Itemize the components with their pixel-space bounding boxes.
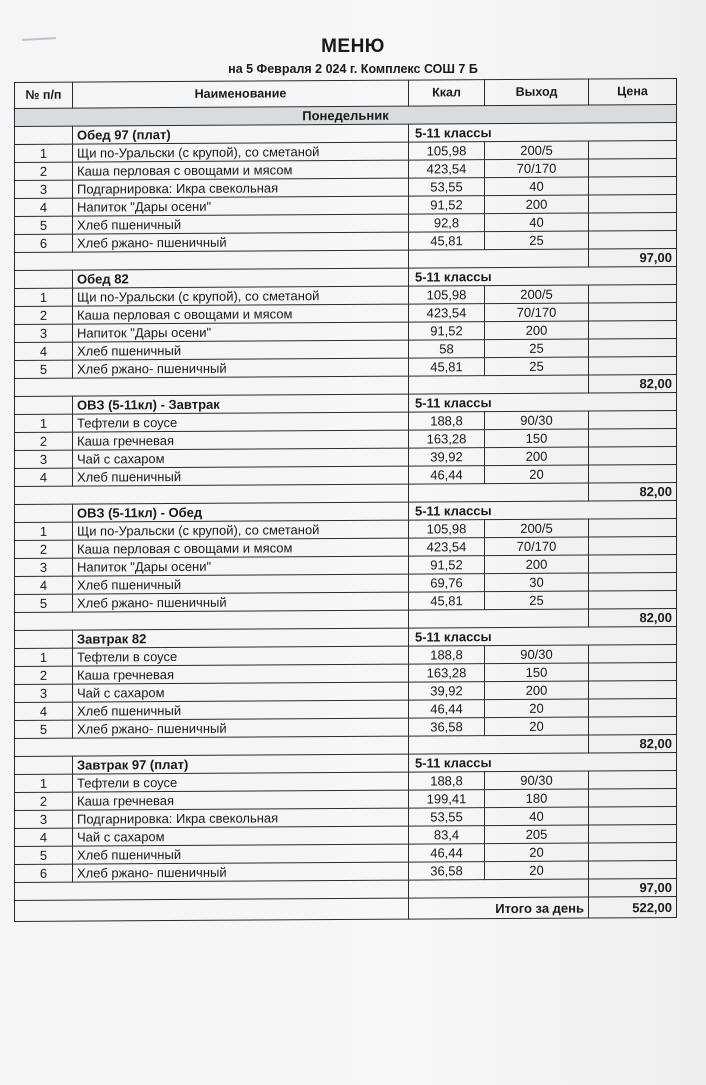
item-name: Хлеб ржано- пшеничный [73, 232, 409, 252]
section-num-cell [15, 756, 73, 774]
item-name: Чай с сахаром [73, 826, 409, 846]
item-price [589, 302, 677, 321]
item-price [589, 140, 677, 159]
item-price [589, 158, 677, 177]
subtotal-blank-2 [409, 879, 589, 898]
item-num: 1 [15, 144, 73, 162]
item-kcal: 105,98 [409, 286, 485, 304]
item-kcal: 46,44 [409, 844, 485, 862]
item-output: 25 [485, 231, 589, 250]
subtotal-price: 82,00 [589, 734, 677, 753]
item-price [589, 356, 677, 375]
item-kcal: 199,41 [409, 790, 485, 808]
item-price [589, 212, 677, 231]
section-price-cell [589, 266, 677, 285]
section-price-cell [589, 752, 677, 771]
item-output: 200/5 [485, 141, 589, 160]
item-kcal: 163,28 [409, 664, 485, 682]
item-name: Подгарнировка: Икра свекольная [73, 178, 409, 198]
item-name: Каша гречневая [73, 664, 409, 684]
section-price-cell [589, 122, 677, 141]
item-name: Хлеб пшеничный [73, 700, 409, 720]
item-num: 4 [15, 342, 73, 360]
item-name: Напиток "Дары осени" [73, 556, 409, 576]
item-num: 1 [15, 774, 73, 792]
item-output: 90/30 [485, 645, 589, 664]
header-num: № п/п [15, 82, 73, 108]
item-num: 5 [15, 594, 73, 612]
item-kcal: 45,81 [409, 592, 485, 610]
section-num-cell [15, 126, 73, 144]
item-kcal: 423,54 [409, 160, 485, 178]
item-name: Каша перловая с овощами и мясом [73, 304, 409, 324]
item-output: 180 [485, 789, 589, 808]
item-price [589, 464, 677, 483]
section-title: ОВЗ (5-11кл) - Завтрак [73, 394, 409, 414]
item-kcal: 69,76 [409, 574, 485, 592]
item-kcal: 423,54 [409, 304, 485, 322]
item-output: 20 [485, 717, 589, 736]
item-output: 150 [485, 663, 589, 682]
item-output: 40 [485, 177, 589, 196]
item-price [589, 428, 677, 447]
item-output: 205 [485, 825, 589, 844]
item-num: 1 [15, 522, 73, 540]
subtotal-blank [15, 250, 409, 270]
item-num: 5 [15, 846, 73, 864]
section-grade: 5-11 классы [409, 267, 589, 286]
item-kcal: 423,54 [409, 538, 485, 556]
item-name: Хлеб пшеничный [73, 340, 409, 360]
item-output: 90/30 [485, 771, 589, 790]
item-kcal: 91,52 [409, 196, 485, 214]
page-title: МЕНЮ [321, 36, 385, 57]
subtotal-price: 97,00 [589, 248, 677, 267]
item-kcal: 105,98 [409, 142, 485, 160]
section-grade: 5-11 классы [409, 123, 589, 142]
item-num: 5 [15, 720, 73, 738]
subtotal-blank-2 [409, 735, 589, 754]
section-title: Завтрак 97 (плат) [73, 754, 409, 774]
total-blank [15, 898, 409, 921]
subtotal-price: 82,00 [589, 608, 677, 627]
menu-table [14, 78, 677, 922]
total-value: 522,00 [589, 896, 677, 918]
section-grade: 5-11 классы [409, 501, 589, 520]
item-output: 25 [485, 357, 589, 376]
item-kcal: 188,8 [409, 646, 485, 664]
item-output: 20 [485, 465, 589, 484]
item-output: 70/170 [485, 537, 589, 556]
item-price [589, 194, 677, 213]
subtotal-blank [15, 484, 409, 504]
item-name: Чай с сахаром [73, 448, 409, 468]
item-kcal: 46,44 [409, 700, 485, 718]
item-output: 20 [485, 699, 589, 718]
item-num: 3 [15, 450, 73, 468]
header-price: Цена [589, 78, 677, 105]
section-price-cell [589, 500, 677, 519]
item-price [589, 680, 677, 699]
item-output: 200 [485, 321, 589, 340]
item-name: Щи по-Уральски (с крупой), со сметаной [73, 142, 409, 162]
item-kcal: 163,28 [409, 430, 485, 448]
item-price [589, 806, 677, 825]
day-label: Понедельник [15, 104, 677, 126]
item-num: 5 [15, 360, 73, 378]
item-price [589, 644, 677, 663]
section-price-cell [589, 392, 677, 411]
item-output: 200 [485, 681, 589, 700]
item-output: 70/170 [485, 303, 589, 322]
item-kcal: 36,58 [409, 862, 485, 880]
item-num: 6 [15, 234, 73, 252]
item-name: Хлеб ржано- пшеничный [73, 358, 409, 378]
page-subtitle: на 5 Февраля 2 024 г. Комплекс СОШ 7 Б [228, 62, 478, 76]
subtotal-price: 97,00 [589, 878, 677, 897]
section-grade: 5-11 классы [409, 753, 589, 772]
section-num-cell [15, 396, 73, 414]
item-output: 20 [485, 843, 589, 862]
section-num-cell [15, 270, 73, 288]
item-kcal: 92,8 [409, 214, 485, 232]
item-num: 1 [15, 414, 73, 432]
section-grade: 5-11 классы [409, 627, 589, 646]
item-output: 90/30 [485, 411, 589, 430]
item-name: Каша перловая с овощами и мясом [73, 538, 409, 558]
item-name: Хлеб пшеничный [73, 574, 409, 594]
subtotal-blank [15, 736, 409, 756]
item-name: Хлеб ржано- пшеничный [73, 718, 409, 738]
section-grade: 5-11 классы [409, 393, 589, 412]
item-num: 4 [15, 198, 73, 216]
item-price [589, 536, 677, 555]
item-output: 200/5 [485, 285, 589, 304]
item-num: 1 [15, 648, 73, 666]
item-price [589, 410, 677, 429]
item-num: 6 [15, 864, 73, 882]
item-price [589, 572, 677, 591]
item-num: 2 [15, 432, 73, 450]
item-num: 2 [15, 306, 73, 324]
item-num: 3 [15, 684, 73, 702]
item-kcal: 53,55 [409, 808, 485, 826]
menu-body [15, 104, 677, 921]
item-name: Чай с сахаром [73, 682, 409, 702]
item-output: 30 [485, 573, 589, 592]
item-name: Тефтели в соусе [73, 646, 409, 666]
item-num: 3 [15, 324, 73, 342]
item-output: 200/5 [485, 519, 589, 538]
subtotal-blank [15, 610, 409, 630]
item-kcal: 91,52 [409, 556, 485, 574]
section-title: ОВЗ (5-11кл) - Обед [73, 502, 409, 522]
item-kcal: 46,44 [409, 466, 485, 484]
item-kcal: 83,4 [409, 826, 485, 844]
item-kcal: 39,92 [409, 448, 485, 466]
item-output: 200 [485, 447, 589, 466]
subtotal-blank-2 [409, 375, 589, 394]
item-price [589, 518, 677, 537]
header-kcal: Ккал [409, 80, 485, 106]
item-price [589, 662, 677, 681]
item-name: Хлеб пшеничный [73, 466, 409, 486]
item-price [589, 770, 677, 789]
item-num: 2 [15, 162, 73, 180]
item-name: Каша гречневая [73, 790, 409, 810]
item-name: Хлеб ржано- пшеничный [73, 592, 409, 612]
item-name: Каша перловая с овощами и мясом [73, 160, 409, 180]
item-num: 1 [15, 288, 73, 306]
section-num-cell [15, 630, 73, 648]
item-price [589, 824, 677, 843]
item-name: Каша гречневая [73, 430, 409, 450]
item-num: 2 [15, 540, 73, 558]
section-title: Завтрак 82 [73, 628, 409, 648]
item-name: Подгарнировка: Икра свекольная [73, 808, 409, 828]
item-output: 40 [485, 213, 589, 232]
item-num: 4 [15, 576, 73, 594]
section-price-cell [589, 626, 677, 645]
item-output: 20 [485, 861, 589, 880]
item-output: 40 [485, 807, 589, 826]
item-price [589, 554, 677, 573]
item-kcal: 91,52 [409, 322, 485, 340]
table-header-row [15, 78, 677, 108]
item-kcal: 45,81 [409, 232, 485, 250]
item-price [589, 176, 677, 195]
item-num: 2 [15, 666, 73, 684]
subtotal-price: 82,00 [589, 374, 677, 393]
item-price [589, 698, 677, 717]
item-num: 4 [15, 828, 73, 846]
item-price [589, 446, 677, 465]
item-price [589, 338, 677, 357]
item-name: Тефтели в соусе [73, 412, 409, 432]
item-price [589, 590, 677, 609]
item-kcal: 36,58 [409, 718, 485, 736]
header-name: Наименование [73, 80, 409, 108]
item-num: 4 [15, 702, 73, 720]
section-title: Обед 97 (плат) [73, 124, 409, 144]
item-output: 200 [485, 195, 589, 214]
item-output: 25 [485, 591, 589, 610]
total-row [15, 896, 677, 921]
item-price [589, 284, 677, 303]
item-kcal: 188,8 [409, 412, 485, 430]
header-output: Выход [485, 79, 589, 106]
total-label: Итого за день [409, 897, 589, 919]
section-num-cell [15, 504, 73, 522]
item-price [589, 860, 677, 879]
item-num: 3 [15, 558, 73, 576]
item-kcal: 58 [409, 340, 485, 358]
item-name: Напиток "Дары осени" [73, 196, 409, 216]
item-output: 25 [485, 339, 589, 358]
subtotal-blank-2 [409, 483, 589, 502]
item-num: 3 [15, 180, 73, 198]
item-name: Хлеб пшеничный [73, 214, 409, 234]
subtotal-blank [15, 376, 409, 396]
item-num: 5 [15, 216, 73, 234]
subtotal-price: 82,00 [589, 482, 677, 501]
item-name: Напиток "Дары осени" [73, 322, 409, 342]
item-price [589, 230, 677, 249]
item-name: Щи по-Уральски (с крупой), со сметаной [73, 286, 409, 306]
subtotal-blank [15, 880, 409, 900]
item-name: Хлеб ржано- пшеничный [73, 862, 409, 882]
section-title: Обед 82 [73, 268, 409, 288]
item-num: 3 [15, 810, 73, 828]
subtotal-blank-2 [409, 609, 589, 628]
subtotal-blank-2 [409, 249, 589, 268]
item-kcal: 188,8 [409, 772, 485, 790]
item-price [589, 716, 677, 735]
item-output: 70/170 [485, 159, 589, 178]
item-name: Хлеб пшеничный [73, 844, 409, 864]
item-kcal: 53,55 [409, 178, 485, 196]
item-output: 200 [485, 555, 589, 574]
item-output: 150 [485, 429, 589, 448]
item-price [589, 842, 677, 861]
item-kcal: 105,98 [409, 520, 485, 538]
item-num: 4 [15, 468, 73, 486]
item-kcal: 39,92 [409, 682, 485, 700]
item-name: Тефтели в соусе [73, 772, 409, 792]
item-name: Щи по-Уральски (с крупой), со сметаной [73, 520, 409, 540]
item-price [589, 788, 677, 807]
item-price [589, 320, 677, 339]
item-kcal: 45,81 [409, 358, 485, 376]
item-num: 2 [15, 792, 73, 810]
